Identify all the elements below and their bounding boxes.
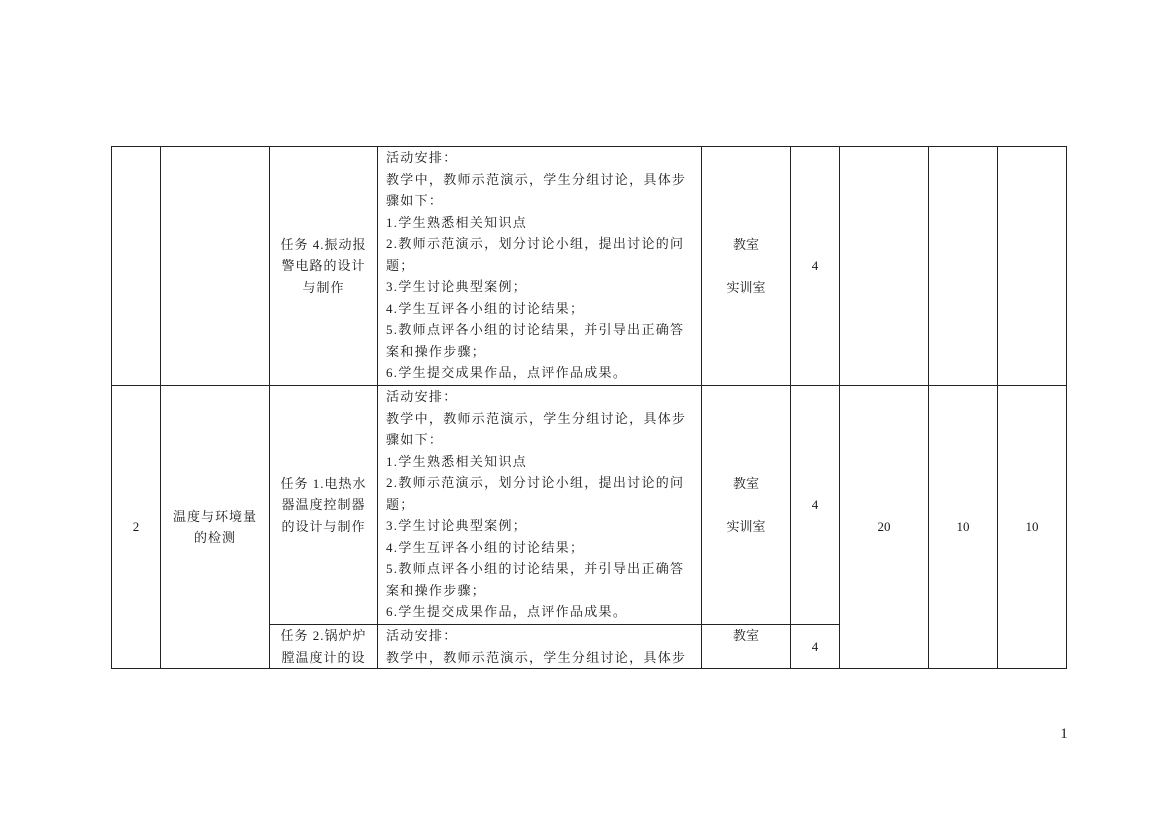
course-table	[111, 146, 1067, 669]
module-name-line: 温度与环境量	[172, 508, 257, 524]
activity-line: 4.学生互评各小组的讨论结果；	[386, 539, 585, 555]
summary-cell	[998, 147, 1067, 386]
venue-line: 实训室	[726, 279, 766, 295]
activity-line: 案和操作步骤；	[386, 582, 487, 598]
venue-line: 实训室	[726, 518, 766, 534]
activity-line: 4.学生互评各小组的讨论结果；	[386, 300, 585, 316]
task-name-line: 警电路的设计	[281, 258, 366, 274]
summary-cell	[840, 147, 929, 386]
activity-line: 活动安排：	[386, 389, 458, 404]
activity-cell	[378, 386, 702, 625]
hours-cell: 4	[791, 147, 840, 386]
module-cell	[161, 147, 270, 386]
venue-line: 教室	[732, 236, 759, 252]
task-name-line: 与制作	[302, 279, 345, 295]
activity-line: 2.教师示范演示，划分讨论小组，提出讨论的问	[386, 475, 685, 490]
table-row	[112, 147, 1067, 386]
venue-line: 教室	[732, 628, 759, 643]
activity-line: 活动安排：	[386, 150, 458, 165]
activity-line: 6.学生提交成果作品，点评作品成果。	[386, 365, 628, 380]
summary-cell: 10	[929, 386, 998, 669]
activity-line: 2.教师示范演示，划分讨论小组，提出讨论的问	[386, 236, 685, 251]
hours-cell: 4	[791, 625, 840, 669]
activity-line: 3.学生讨论典型案例；	[386, 518, 528, 533]
task-name-cell	[270, 386, 378, 625]
activity-cell	[378, 625, 702, 669]
task-name-line: 任务 2.锅炉炉	[280, 628, 367, 643]
task-name-line: 器温度控制器	[281, 497, 366, 513]
task-name-cell	[270, 625, 378, 669]
row-number-cell: 2	[112, 386, 161, 669]
task-name-line: 的设计与制作	[281, 518, 366, 534]
module-cell	[161, 386, 270, 669]
activity-line: 题；	[386, 496, 415, 512]
activity-line: 教学中，教师示范演示，学生分组讨论，具体步	[386, 410, 687, 426]
hours-cell: 4	[791, 386, 840, 625]
activity-line: 3.学生讨论典型案例；	[386, 279, 528, 294]
module-name-line: 的检测	[193, 530, 236, 545]
row-number-cell	[112, 147, 161, 386]
page-number: 1	[1060, 726, 1068, 742]
activity-line: 题；	[386, 257, 415, 273]
activity-line: 骤如下：	[386, 193, 444, 208]
activity-line: 案和操作步骤；	[386, 343, 487, 359]
summary-cell: 20	[840, 386, 929, 669]
activity-line: 活动安排：	[386, 628, 458, 643]
activity-line: 教学中，教师示范演示，学生分组讨论，具体步	[386, 171, 687, 187]
task-name-cell	[270, 147, 378, 386]
activity-line: 5.教师点评各小组的讨论结果，并引导出正确答	[386, 322, 685, 337]
venue-cell	[702, 147, 791, 386]
summary-cell: 10	[998, 386, 1067, 669]
summary-cell	[929, 147, 998, 386]
activity-line: 1.学生熟悉相关知识点	[386, 453, 528, 469]
venue-line: 教室	[732, 475, 759, 491]
task-name-line: 膛温度计的设	[281, 649, 366, 665]
venue-cell	[702, 386, 791, 625]
task-name-line: 任务 4.振动报	[280, 236, 367, 252]
activity-line: 5.教师点评各小组的讨论结果，并引导出正确答	[386, 561, 685, 576]
activity-line: 教学中，教师示范演示，学生分组讨论，具体步	[386, 649, 687, 665]
task-name-line: 任务 1.电热水	[280, 475, 367, 491]
table-row	[112, 386, 1067, 625]
activity-line: 6.学生提交成果作品，点评作品成果。	[386, 604, 628, 619]
activity-line: 骤如下：	[386, 432, 444, 447]
activity-cell	[378, 147, 702, 386]
venue-cell	[702, 625, 791, 669]
activity-line: 1.学生熟悉相关知识点	[386, 214, 528, 230]
